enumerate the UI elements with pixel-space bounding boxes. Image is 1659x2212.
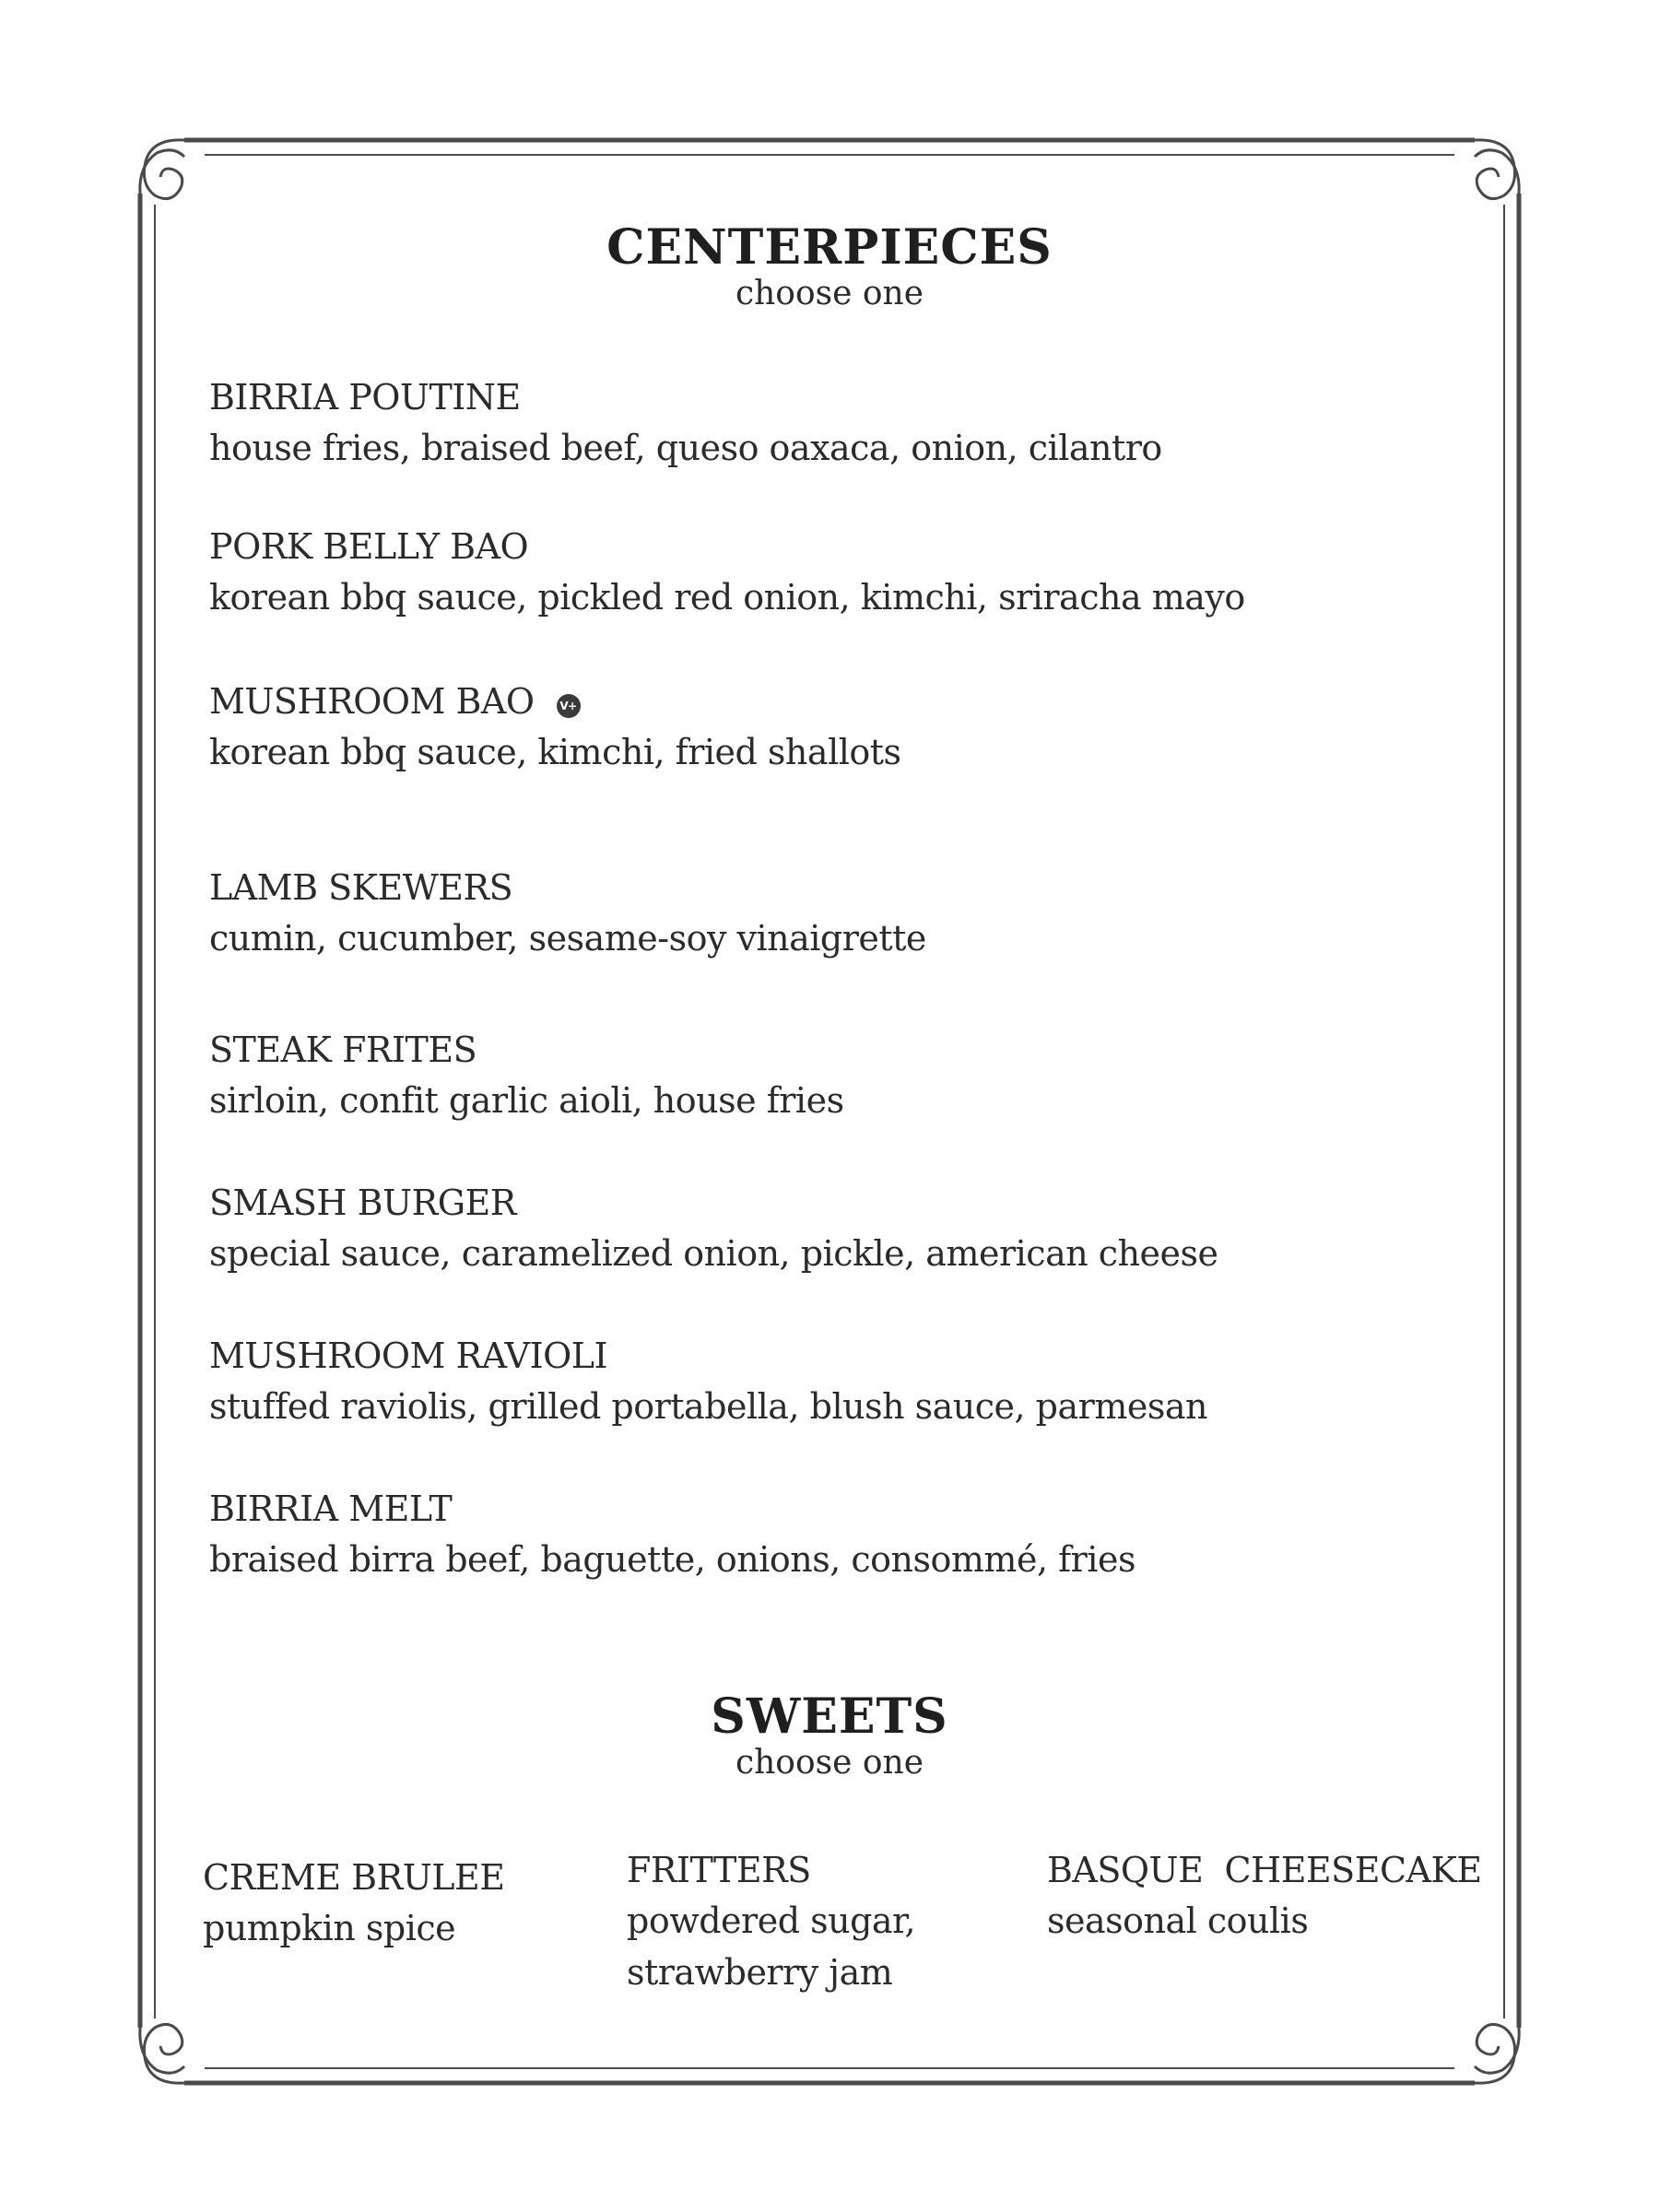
item-description: braised birra beef, baguette, onions, consommé, fries — [209, 1539, 1135, 1580]
menu-item — [209, 1484, 1500, 1585]
menu-item — [209, 1331, 1500, 1432]
item-description: seasonal coulis — [1047, 1900, 1309, 1941]
menu-item — [209, 1025, 1500, 1126]
item-name: MUSHROOM RAVIOLI — [209, 1335, 608, 1376]
item-name: FRITTERS — [627, 1850, 811, 1890]
corner-ornament-bottom-right-icon — [1475, 2024, 1519, 2083]
item-description: sirloin, confit garlic aioli, house fries — [209, 1080, 844, 1121]
item-description: stuffed raviolis, grilled portabella, blush sauce, parmesan — [209, 1386, 1207, 1427]
corner-ornament-top-right-icon — [1475, 140, 1519, 199]
sweet-item — [627, 1845, 977, 1998]
item-name: STEAK FRITES — [209, 1030, 477, 1070]
item-description: special sauce, caramelized onion, pickle, american cheese — [209, 1233, 1218, 1274]
menu-item — [209, 863, 1500, 964]
item-name: MUSHROOM BAO — [209, 681, 535, 722]
item-description: cumin, cucumber, sesame-soy vinaigrette — [209, 918, 926, 959]
item-name: BIRRIA MELT — [209, 1488, 453, 1529]
sweets-title: SWEETS — [711, 1688, 948, 1745]
corner-ornament-top-left-icon — [140, 140, 184, 199]
menu-item — [209, 677, 1500, 778]
corner-ornament-bottom-left-icon — [140, 2024, 184, 2083]
item-name: LAMB SKEWERS — [209, 867, 513, 908]
item-name: SMASH BURGER — [209, 1182, 516, 1223]
item-description: pumpkin spice — [203, 1908, 456, 1948]
centerpieces-title: CENTERPIECES — [606, 219, 1053, 276]
item-description: house fries, braised beef, queso oaxaca, onion, cilantro — [209, 428, 1162, 468]
menu-item — [209, 372, 1500, 474]
item-name: BIRRIA POUTINE — [209, 377, 521, 418]
item-name-row — [209, 677, 1500, 726]
item-description: korean bbq sauce, pickled red onion, kimchi, sriracha mayo — [209, 577, 1245, 618]
item-name: PORK BELLY BAO — [209, 526, 529, 567]
centerpieces-subtitle: choose one — [735, 275, 924, 312]
item-name: BASQUE CHEESECAKE — [1047, 1850, 1482, 1890]
item-description: powdered sugar, strawberry jam — [627, 1900, 916, 1993]
menu-item — [209, 1178, 1500, 1279]
sweet-item — [1047, 1845, 1489, 1947]
vegan-badge-icon: V+ — [557, 694, 581, 718]
item-name: CREME BRULEE — [203, 1857, 505, 1898]
item-description: korean bbq sauce, kimchi, fried shallots — [209, 732, 901, 772]
menu-item — [209, 522, 1500, 623]
sweets-subtitle: choose one — [735, 1744, 924, 1782]
sweet-item — [203, 1853, 608, 1954]
